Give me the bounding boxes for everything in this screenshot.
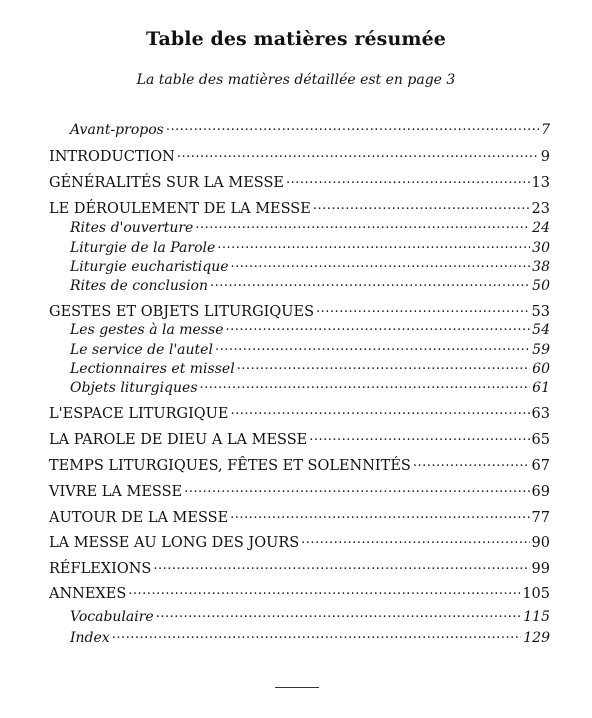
toc-entry — [49, 378, 550, 397]
toc-entry — [49, 532, 550, 552]
toc-entry-label: GÉNÉRALITÉS SUR LA MESSE — [49, 174, 285, 191]
toc-entry-label: Liturgie de la Parole — [70, 240, 216, 256]
toc-entry — [49, 359, 550, 378]
toc-entry-page-number: 13 — [531, 174, 550, 191]
toc-entry-label: GESTES ET OBJETS LITURGIQUES — [49, 303, 315, 320]
toc-entry-page-number: 59 — [532, 342, 550, 358]
footer-rule — [275, 687, 319, 688]
dot-leader — [195, 218, 530, 232]
toc-entry-page-number: 50 — [532, 278, 550, 294]
toc-entry-page-number: 77 — [531, 509, 550, 526]
dot-leader — [156, 607, 522, 621]
dot-leader — [237, 359, 531, 373]
toc-entry-label: Liturgie eucharistique — [70, 259, 229, 275]
toc-entry — [49, 455, 550, 475]
dot-leader — [231, 257, 531, 271]
toc-entry — [49, 558, 550, 578]
toc-entry-label: VIVRE LA MESSE — [49, 483, 183, 500]
toc-entry-page-number: 69 — [531, 483, 550, 500]
dot-leader — [184, 481, 529, 496]
toc-entry-label: LA PAROLE DE DIEU A LA MESSE — [49, 431, 308, 448]
dot-leader — [225, 320, 530, 334]
toc-entry-page-number: 60 — [532, 361, 550, 377]
dot-leader — [215, 340, 530, 354]
dot-leader — [286, 172, 530, 187]
toc-entry — [49, 583, 550, 603]
toc-entry-label: ANNEXES — [49, 585, 127, 602]
toc-entry-page-number: 99 — [531, 560, 550, 577]
toc-entry-label: LA MESSE AU LONG DES JOURS — [49, 534, 300, 551]
toc-entry-page-number: 24 — [532, 220, 550, 236]
dot-leader — [316, 301, 530, 316]
toc-entry-label: LE DÉROULEMENT DE LA MESSE — [49, 200, 311, 217]
dot-leader — [231, 403, 530, 418]
dot-leader — [128, 583, 520, 598]
toc-entry — [49, 340, 550, 359]
toc-entry-label: L'ESPACE LITURGIQUE — [49, 405, 229, 422]
dot-leader — [309, 429, 529, 444]
toc-entry-label: Index — [70, 630, 110, 646]
dot-leader — [210, 276, 530, 290]
toc-entry-label: Rites de conclusion — [70, 278, 208, 294]
toc-entry — [49, 120, 550, 139]
toc-entry — [49, 429, 550, 449]
toc-entry — [49, 507, 550, 527]
dot-leader — [313, 198, 530, 213]
toc-entry-page-number: 7 — [541, 122, 550, 138]
toc-entry-page-number: 115 — [523, 609, 550, 625]
toc-entry — [49, 276, 550, 295]
page-title: Table des matières résumée — [146, 28, 446, 50]
toc-entry-label: Objets liturgiques — [70, 380, 198, 396]
toc-entry — [49, 607, 550, 626]
toc-entry-label: RÉFLEXIONS — [49, 560, 152, 577]
dot-leader — [301, 532, 529, 547]
toc-entry-page-number: 67 — [531, 457, 550, 474]
dot-leader — [200, 378, 531, 392]
toc-entry — [49, 238, 550, 257]
toc-entry — [49, 628, 550, 647]
toc-entry-label: Vocabulaire — [70, 609, 154, 625]
toc-entry-page-number: 53 — [531, 303, 550, 320]
toc-entry-page-number: 129 — [523, 630, 550, 646]
toc-entry-label: Le service de l'autel — [70, 342, 213, 358]
toc-entry-label: AUTOUR DE LA MESSE — [49, 509, 229, 526]
dot-leader — [230, 507, 529, 522]
toc-entry — [49, 257, 550, 276]
dot-leader — [166, 120, 539, 134]
toc-entry-page-number: 63 — [531, 405, 550, 422]
toc-entry-label: Les gestes à la messe — [70, 322, 224, 338]
page-subtitle: La table des matières détaillée est en page 3 — [136, 72, 456, 88]
toc-entry-label: Lectionnaires et missel — [70, 361, 235, 377]
toc-entry-page-number: 65 — [531, 431, 550, 448]
toc-entry — [49, 320, 550, 339]
toc-entry-page-number: 61 — [532, 380, 550, 396]
dot-leader — [153, 558, 529, 573]
dot-leader — [217, 238, 530, 252]
toc-entry-label: Rites d'ouverture — [70, 220, 194, 236]
dot-leader — [413, 455, 530, 470]
toc-entry-page-number: 105 — [522, 585, 550, 602]
toc-entry-label: INTRODUCTION — [49, 148, 175, 165]
toc-entry — [49, 146, 550, 166]
toc-entry — [49, 301, 550, 321]
toc-entry-page-number: 23 — [531, 200, 550, 217]
dot-leader — [177, 146, 539, 161]
toc-entry-label: TEMPS LITURGIQUES, FÊTES ET SOLENNITÉS — [49, 457, 411, 474]
toc-entry — [49, 218, 550, 237]
toc-entry — [49, 198, 550, 218]
toc-entry-page-number: 38 — [532, 259, 550, 275]
toc-entry-label: Avant-propos — [70, 122, 164, 138]
toc-entry — [49, 481, 550, 501]
toc-entry — [49, 172, 550, 192]
toc-entry-page-number: 30 — [532, 240, 550, 256]
toc-entry — [49, 403, 550, 423]
dot-leader — [112, 628, 522, 642]
toc-entry-page-number: 54 — [532, 322, 550, 338]
toc-entry-page-number: 9 — [540, 148, 550, 165]
toc-entry-page-number: 90 — [531, 534, 550, 551]
